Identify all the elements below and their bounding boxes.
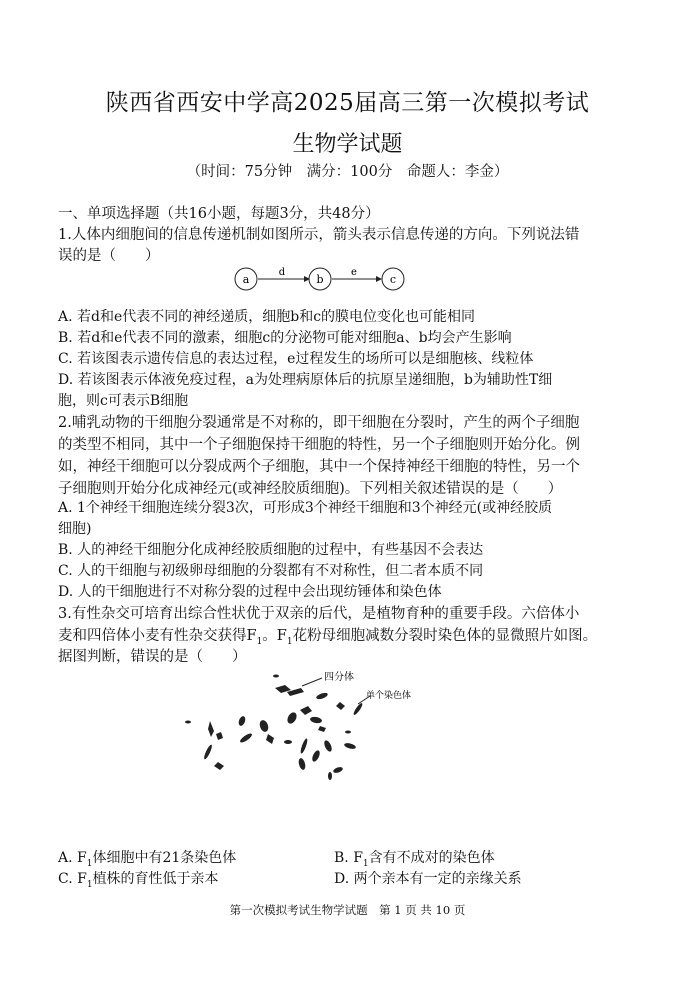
q2-option-c: C. 人的干细胞与初级卵母细胞的分裂都有不对称性，但二者本质不同 (58, 563, 484, 579)
q3-stem-2-part-b: 。F (262, 628, 287, 644)
q3-option-c-prefix: C. F (58, 871, 87, 887)
node-b-label: b (316, 273, 324, 286)
q1-option-c: C. 若该图表示遗传信息的表达过程，e过程发生的场所可以是细胞核、线粒体 (58, 351, 534, 367)
exam-title: 陕西省西安中学高2025届高三第一次模拟考试 (105, 90, 590, 116)
q2-option-b: B. 人的神经干细胞分化成神经胶质细胞的过程中，有些基因不会表达 (58, 542, 484, 558)
exam-info: （时间：75分钟 满分：100分 命题人：李金） (186, 164, 509, 180)
q1-stem-line-1: 1.人体内细胞间的信息传递机制如图所示，箭头表示信息传递的方向。下列说法错 (58, 227, 580, 243)
subscript-1: 1 (362, 858, 369, 869)
q3-option-b (334, 847, 495, 869)
chromosome-micrograph (180, 666, 480, 826)
q2-option-d: D. 人的干细胞进行不对称分裂的过程中会出现纺锤体和染色体 (58, 584, 442, 600)
q3-option-b-text: 含有不成对的染色体 (368, 850, 495, 866)
q3-option-c-text: 植株的育性低于亲本 (92, 871, 219, 887)
q3-option-a-prefix: A. F (58, 850, 87, 866)
page-footer: 第一次模拟考试生物学试题 第 1 页 共 10 页 (229, 903, 466, 917)
node-b (309, 268, 331, 290)
subscript-1: 1 (286, 636, 293, 647)
q1-signal-diagram (232, 266, 412, 292)
q1-option-a: A. 若d和e代表不同的神经递质，细胞b和c的膜电位变化也可能相同 (58, 309, 476, 325)
arrow-d (258, 267, 310, 282)
node-c (382, 268, 404, 290)
q1-stem-line-2: 误的是（ ） (58, 248, 160, 264)
exam-subtitle: 生物学试题 (292, 132, 403, 157)
q2-stem-line-3: 如，神经干细胞可以分裂成两个子细胞，其中一个保持神经干细胞的特性，另一个 (58, 459, 580, 475)
q1-option-d-line-2: 胞，则c可表示B细胞 (58, 393, 189, 409)
q3-option-d: D. 两个亲本有一定的亲缘关系 (334, 871, 522, 887)
q1-option-d-line-1: D. 若该图表示体液免疫过程，a为处理病原体后的抗原呈递细胞，b为辅助性T细 (58, 372, 553, 388)
label-tetrad: 四分体 (324, 672, 354, 683)
chromosomes (185, 675, 364, 781)
q3-stem-2-part-c: 花粉母细胞减数分裂时染色体的显微照片如图。 (292, 628, 598, 644)
node-a (235, 268, 257, 290)
node-c-label: c (389, 273, 397, 286)
node-a-label: a (242, 273, 250, 286)
q3-option-a (58, 847, 236, 869)
q2-option-a-line-2: 细胞) (58, 521, 92, 537)
arrow-e-label: e (351, 267, 357, 278)
q3-option-c (58, 868, 219, 890)
subscript-1: 1 (256, 636, 263, 647)
arrow-e (332, 267, 382, 282)
q3-option-a-text: 体细胞中有21条染色体 (92, 850, 237, 866)
section-heading: 一、单项选择题（共16小题，每题3分，共48分） (58, 206, 380, 222)
arrow-d-label: d (278, 267, 286, 278)
q3-option-b-prefix: B. F (334, 850, 363, 866)
q2-stem-line-4: 子细胞则开始分化成神经元(或神经胶质细胞)。下列相关叙述错误的是（ ） (58, 481, 563, 497)
q1-option-b: B. 若d和e代表不同的激素，细胞c的分泌物可能对细胞a、b均会产生影响 (58, 330, 512, 346)
q2-option-a-line-1: A. 1个神经干细胞连续分裂3次，可形成3个神经干细胞和3个神经元(或神经胶质 (58, 500, 553, 516)
q3-stem-2-part-a: 麦和四倍体小麦有性杂交获得F (58, 628, 257, 644)
q2-stem-line-1: 2.哺乳动物的干细胞分裂通常是不对称的，即干细胞在分裂时，产生的两个子细胞 (58, 415, 580, 431)
q3-stem-line-1: 3.有性杂交可培育出综合性状优于双亲的后代，是植物育种的重要手段。六倍体小 (58, 606, 580, 622)
q2-stem-line-2: 的类型不相同，其中一个子细胞保持干细胞的特性，另一个子细胞则开始分化。例 (58, 437, 580, 453)
subscript-1: 1 (86, 858, 93, 869)
q3-stem-line-2 (58, 624, 597, 647)
q3-stem-line-3: 据图判断，错误的是（ ） (58, 649, 247, 665)
label-single-chromosome: 单个染色体 (366, 691, 412, 701)
subscript-1: 1 (86, 879, 93, 890)
